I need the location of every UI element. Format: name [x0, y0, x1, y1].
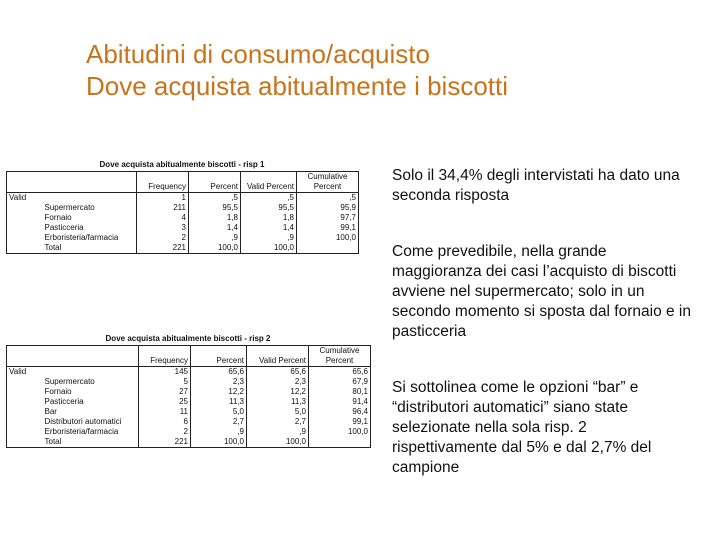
table-row	[7, 387, 371, 397]
header-valid-percent: Valid Percent	[247, 346, 309, 367]
row-group-label	[7, 437, 43, 448]
cell-percent: ,9	[191, 427, 247, 437]
cell-percent: 12,2	[191, 387, 247, 397]
table-row	[7, 427, 371, 437]
commentary	[392, 166, 692, 514]
cell-frequency: 1	[137, 193, 189, 204]
cell-frequency: 211	[137, 203, 189, 213]
header-cumulative-percent: Cumulative Percent	[297, 172, 359, 193]
cell-valid-percent: 1,8	[241, 213, 297, 223]
cell-frequency: 221	[139, 437, 191, 448]
cell-percent: 95,5	[189, 203, 241, 213]
cell-percent: 1,4	[189, 223, 241, 233]
cell-cumulative-percent: 67,9	[309, 377, 371, 387]
cell-frequency: 11	[139, 407, 191, 417]
cell-percent: 100,0	[189, 243, 241, 254]
header-percent: Percent	[189, 172, 241, 193]
cell-valid-percent: 11,3	[247, 397, 309, 407]
table-2-caption: Dove acquista abitualmente biscotti - risp 2	[105, 334, 271, 343]
table-row	[7, 397, 371, 407]
cell-valid-percent: 100,0	[247, 437, 309, 448]
cell-valid-percent: 12,2	[247, 387, 309, 397]
cell-cumulative-percent: 99,1	[297, 223, 359, 233]
title-line-1: Abitudini di consumo/acquisto	[86, 39, 430, 69]
row-group-label	[7, 233, 43, 243]
cell-percent: 100,0	[191, 437, 247, 448]
row-label: Supermercato	[43, 377, 139, 387]
row-label: Erboristeria/farmacia	[43, 233, 137, 243]
header-cell	[7, 346, 43, 367]
commentary-paragraph-1: Solo il 34,4% degli intervistati ha dato una seconda risposta	[392, 167, 680, 204]
row-group-label	[7, 387, 43, 397]
cell-cumulative-percent: 95,9	[297, 203, 359, 213]
table-row	[7, 437, 371, 448]
row-label: Fornaio	[43, 387, 139, 397]
table-2-grid	[6, 345, 371, 448]
header-percent: Percent	[191, 346, 247, 367]
row-label: Supermercato	[43, 203, 137, 213]
cell-valid-percent: 100,0	[241, 243, 297, 254]
table-row	[7, 233, 359, 243]
table-row	[7, 223, 359, 233]
cell-valid-percent: ,9	[247, 427, 309, 437]
cell-valid-percent: ,9	[241, 233, 297, 243]
row-group-label	[7, 397, 43, 407]
cell-percent: ,5	[189, 193, 241, 204]
row-label: Distributori automatici	[43, 417, 139, 427]
row-label: Erboristeria/farmacia	[43, 427, 139, 437]
header-cumulative-percent: Cumulative Percent	[309, 346, 371, 367]
cell-valid-percent: 65,6	[247, 367, 309, 378]
cell-frequency: 3	[137, 223, 189, 233]
table-row	[7, 243, 359, 254]
cell-valid-percent: 2,3	[247, 377, 309, 387]
table-row	[7, 213, 359, 223]
row-label: Fornaio	[43, 213, 137, 223]
table-row	[7, 367, 371, 378]
cell-frequency: 5	[139, 377, 191, 387]
table-header-row	[7, 172, 359, 193]
header-frequency: Frequency	[137, 172, 189, 193]
slide-title	[86, 38, 508, 102]
cell-frequency: 25	[139, 397, 191, 407]
row-label	[43, 367, 139, 378]
cell-cumulative-percent	[309, 437, 371, 448]
row-label: Pasticceria	[43, 397, 139, 407]
table-row	[7, 203, 359, 213]
row-group-label	[7, 243, 43, 254]
row-group-label: Valid	[7, 367, 43, 378]
cell-percent: 1,8	[189, 213, 241, 223]
row-group-label	[7, 213, 43, 223]
cell-cumulative-percent: 100,0	[309, 427, 371, 437]
cell-valid-percent: ,5	[241, 193, 297, 204]
header-cell	[7, 172, 43, 193]
row-label: Total	[43, 437, 139, 448]
cell-frequency: 27	[139, 387, 191, 397]
cell-frequency: 6	[139, 417, 191, 427]
row-group-label	[7, 377, 43, 387]
table-1-grid	[6, 171, 359, 254]
table-header-row	[7, 346, 371, 367]
cell-frequency: 4	[137, 213, 189, 223]
cell-percent: 2,7	[191, 417, 247, 427]
row-label: Total	[43, 243, 137, 254]
cell-percent: 2,3	[191, 377, 247, 387]
row-label	[43, 193, 137, 204]
table-row	[7, 193, 359, 204]
header-valid-percent: Valid Percent	[241, 172, 297, 193]
cell-percent: 11,3	[191, 397, 247, 407]
cell-percent: 65,6	[191, 367, 247, 378]
row-group-label	[7, 223, 43, 233]
commentary-paragraph-3: Si sottolinea come le opzioni “bar” e “distributori automatici” siano state selezionate nella sola risp. 2 rispettivamente dal 5% e dal 2,7% del campione	[392, 379, 652, 476]
row-label: Bar	[43, 407, 139, 417]
cell-cumulative-percent: 99,1	[309, 417, 371, 427]
cell-valid-percent: 1,4	[241, 223, 297, 233]
cell-valid-percent: 5,0	[247, 407, 309, 417]
cell-cumulative-percent: 96,4	[309, 407, 371, 417]
cell-valid-percent: 2,7	[247, 417, 309, 427]
cell-cumulative-percent: 91,4	[309, 397, 371, 407]
header-cell	[43, 346, 139, 367]
cell-cumulative-percent	[297, 243, 359, 254]
cell-cumulative-percent: 80,1	[309, 387, 371, 397]
row-group-label	[7, 417, 43, 427]
cell-cumulative-percent: 97,7	[297, 213, 359, 223]
frequency-table-1	[6, 158, 359, 254]
cell-frequency: 2	[137, 233, 189, 243]
row-group-label: Valid	[7, 193, 43, 204]
title-line-2: Dove acquista abitualmente i biscotti	[86, 71, 509, 101]
row-label: Pasticceria	[43, 223, 137, 233]
commentary-paragraph-2: Come prevedibile, nella grande maggioranza dei casi l’acquisto di biscotti avviene nel supermercato; solo in un secondo momento si sposta dal fornaio e in pasticceria	[392, 243, 691, 340]
table-1-caption: Dove acquista abitualmente biscotti - risp 1	[99, 160, 265, 169]
row-group-label	[7, 203, 43, 213]
cell-valid-percent: 95,5	[241, 203, 297, 213]
table-row	[7, 377, 371, 387]
cell-cumulative-percent: 100,0	[297, 233, 359, 243]
cell-frequency: 2	[139, 427, 191, 437]
header-cell	[43, 172, 137, 193]
cell-percent: 5,0	[191, 407, 247, 417]
header-frequency: Frequency	[139, 346, 191, 367]
cell-frequency: 145	[139, 367, 191, 378]
table-row	[7, 407, 371, 417]
cell-cumulative-percent: ,5	[297, 193, 359, 204]
table-row	[7, 417, 371, 427]
cell-frequency: 221	[137, 243, 189, 254]
frequency-table-2	[6, 332, 371, 448]
cell-cumulative-percent: 65,6	[309, 367, 371, 378]
row-group-label	[7, 427, 43, 437]
row-group-label	[7, 407, 43, 417]
cell-percent: ,9	[189, 233, 241, 243]
